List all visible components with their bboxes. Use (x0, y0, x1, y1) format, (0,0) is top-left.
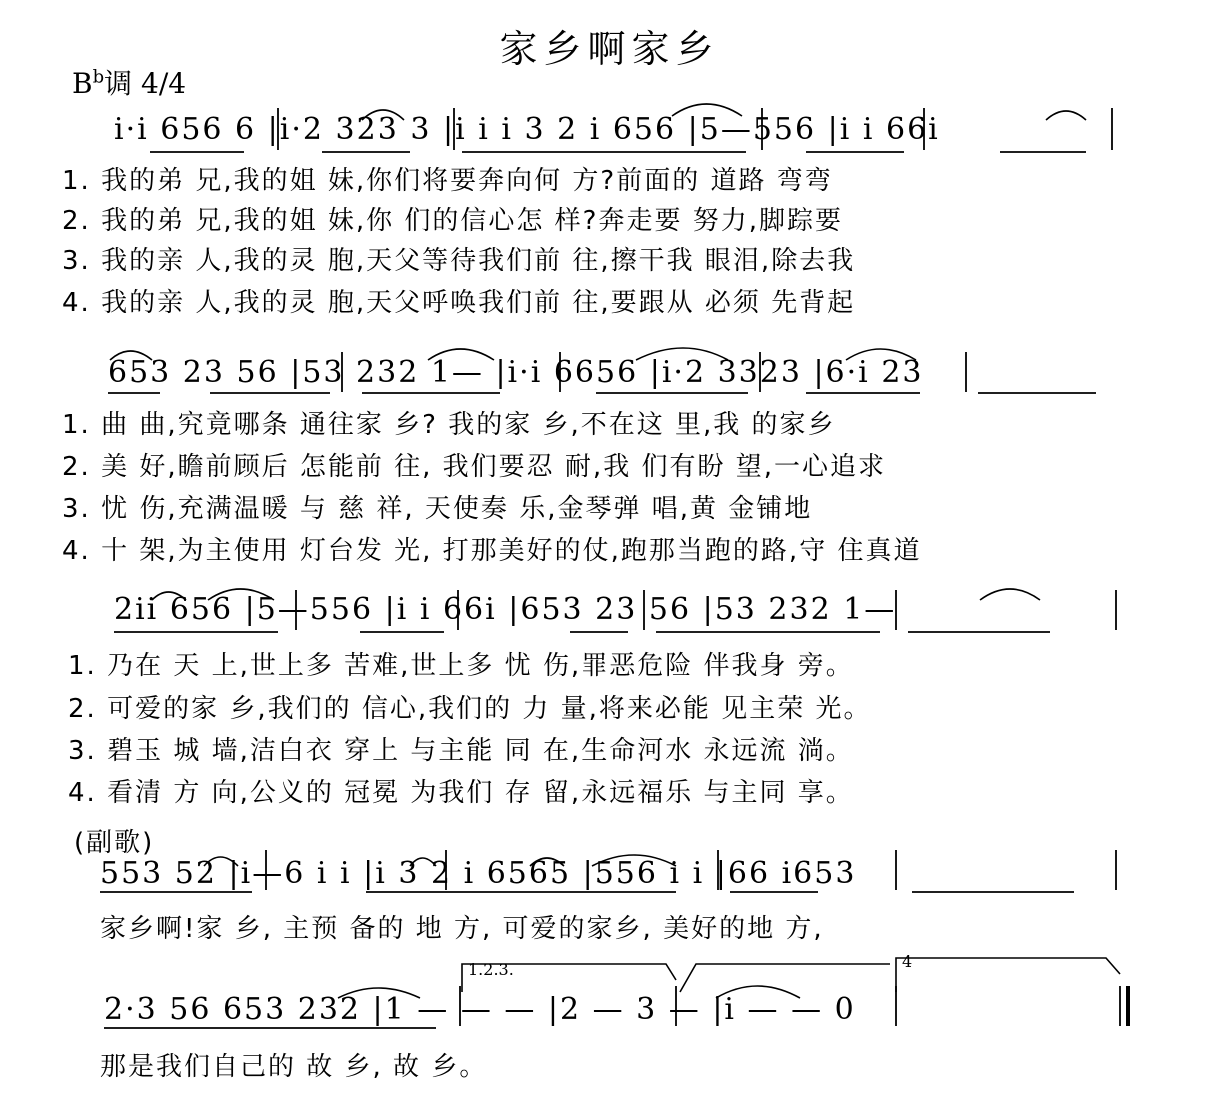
lyric-line-2-3: 3. 忧 伤,充满温暖 与 慈 祥, 天使奏 乐,金琴弹 唱,黄 金铺地 (62, 494, 813, 524)
notation-line-3: 2ii 656 |5—556 |i i 66i |653 23 56 |53 232 1— (114, 592, 897, 627)
lyric-line-4-1: 家乡啊!家 乡, 主预 备的 地 方, 可爱的家乡, 美好的地 方, (100, 914, 824, 944)
notation-line-1: i·i 656 6 |i·2 323 3 |i i i 3 2 i 656 |5—556 |i i 66i (114, 112, 940, 147)
notation-line-4: 553 52 |i—6 i i |i 3 2 i 6565 |556 i i |66 i653 (100, 856, 857, 891)
lyric-line-1-2: 2. 我的弟 兄,我的姐 妹,你 们的信心怎 样?奔走要 努力,脚踪要 (62, 206, 843, 236)
chorus-label: (副歌) (74, 828, 155, 858)
lyric-line-1-4: 4. 我的亲 人,我的灵 胞,天父呼唤我们前 往,要跟从 必须 先背起 (62, 288, 856, 318)
notation-line-5: 2·3 56 653 232 |1 — — — |2 — 3 — |i — — 0 (104, 992, 856, 1027)
lyric-line-2-4: 4. 十 架,为主使用 灯台发 光, 打那美好的仗,跑那当跑的路,守 住真道 (62, 536, 922, 566)
lyric-line-3-3: 3. 碧玉 城 墙,洁白衣 穿上 与主能 同 在,生命河水 永远流 淌。 (68, 736, 854, 766)
volta-1-label: 1.2.3. (468, 960, 514, 979)
lyric-line-3-2: 2. 可爱的家 乡,我们的 信心,我们的 力 量,将来必能 见主荣 光。 (68, 694, 872, 724)
lyric-line-3-4: 4. 看清 方 向,公义的 冠冕 为我们 存 留,永远福乐 与主同 享。 (68, 778, 854, 808)
lyric-line-2-2: 2. 美 好,瞻前顾后 怎能前 往, 我们要忍 耐,我 们有盼 望,一心追求 (62, 452, 886, 482)
key-signature: $B^b$调 4/4 (72, 66, 187, 100)
volta-2-label: 4 (902, 952, 913, 971)
lyric-line-1-3: 3. 我的亲 人,我的灵 胞,天父等待我们前 往,擦干我 眼泪,除去我 (62, 246, 856, 276)
lyric-line-3-1: 1. 乃在 天 上,世上多 苦难,世上多 忧 伤,罪恶危险 伴我身 旁。 (68, 651, 854, 681)
lyric-line-2-1: 1. 曲 曲,究竟哪条 通往家 乡? 我的家 乡,不在这 里,我 的家乡 (62, 410, 836, 440)
lyric-line-1-1: 1. 我的弟 兄,我的姐 妹,你们将要奔向何 方?前面的 道路 弯弯 (62, 166, 833, 196)
notation-line-2: 653 23 56 |53 232 1— |i·i 6656 |i·2 3323 |6·i 23 (108, 355, 924, 390)
lyric-line-5-1: 那是我们自己的 故 乡, 故 乡。 (100, 1052, 488, 1082)
song-title: 家乡啊家乡 (499, 27, 720, 71)
